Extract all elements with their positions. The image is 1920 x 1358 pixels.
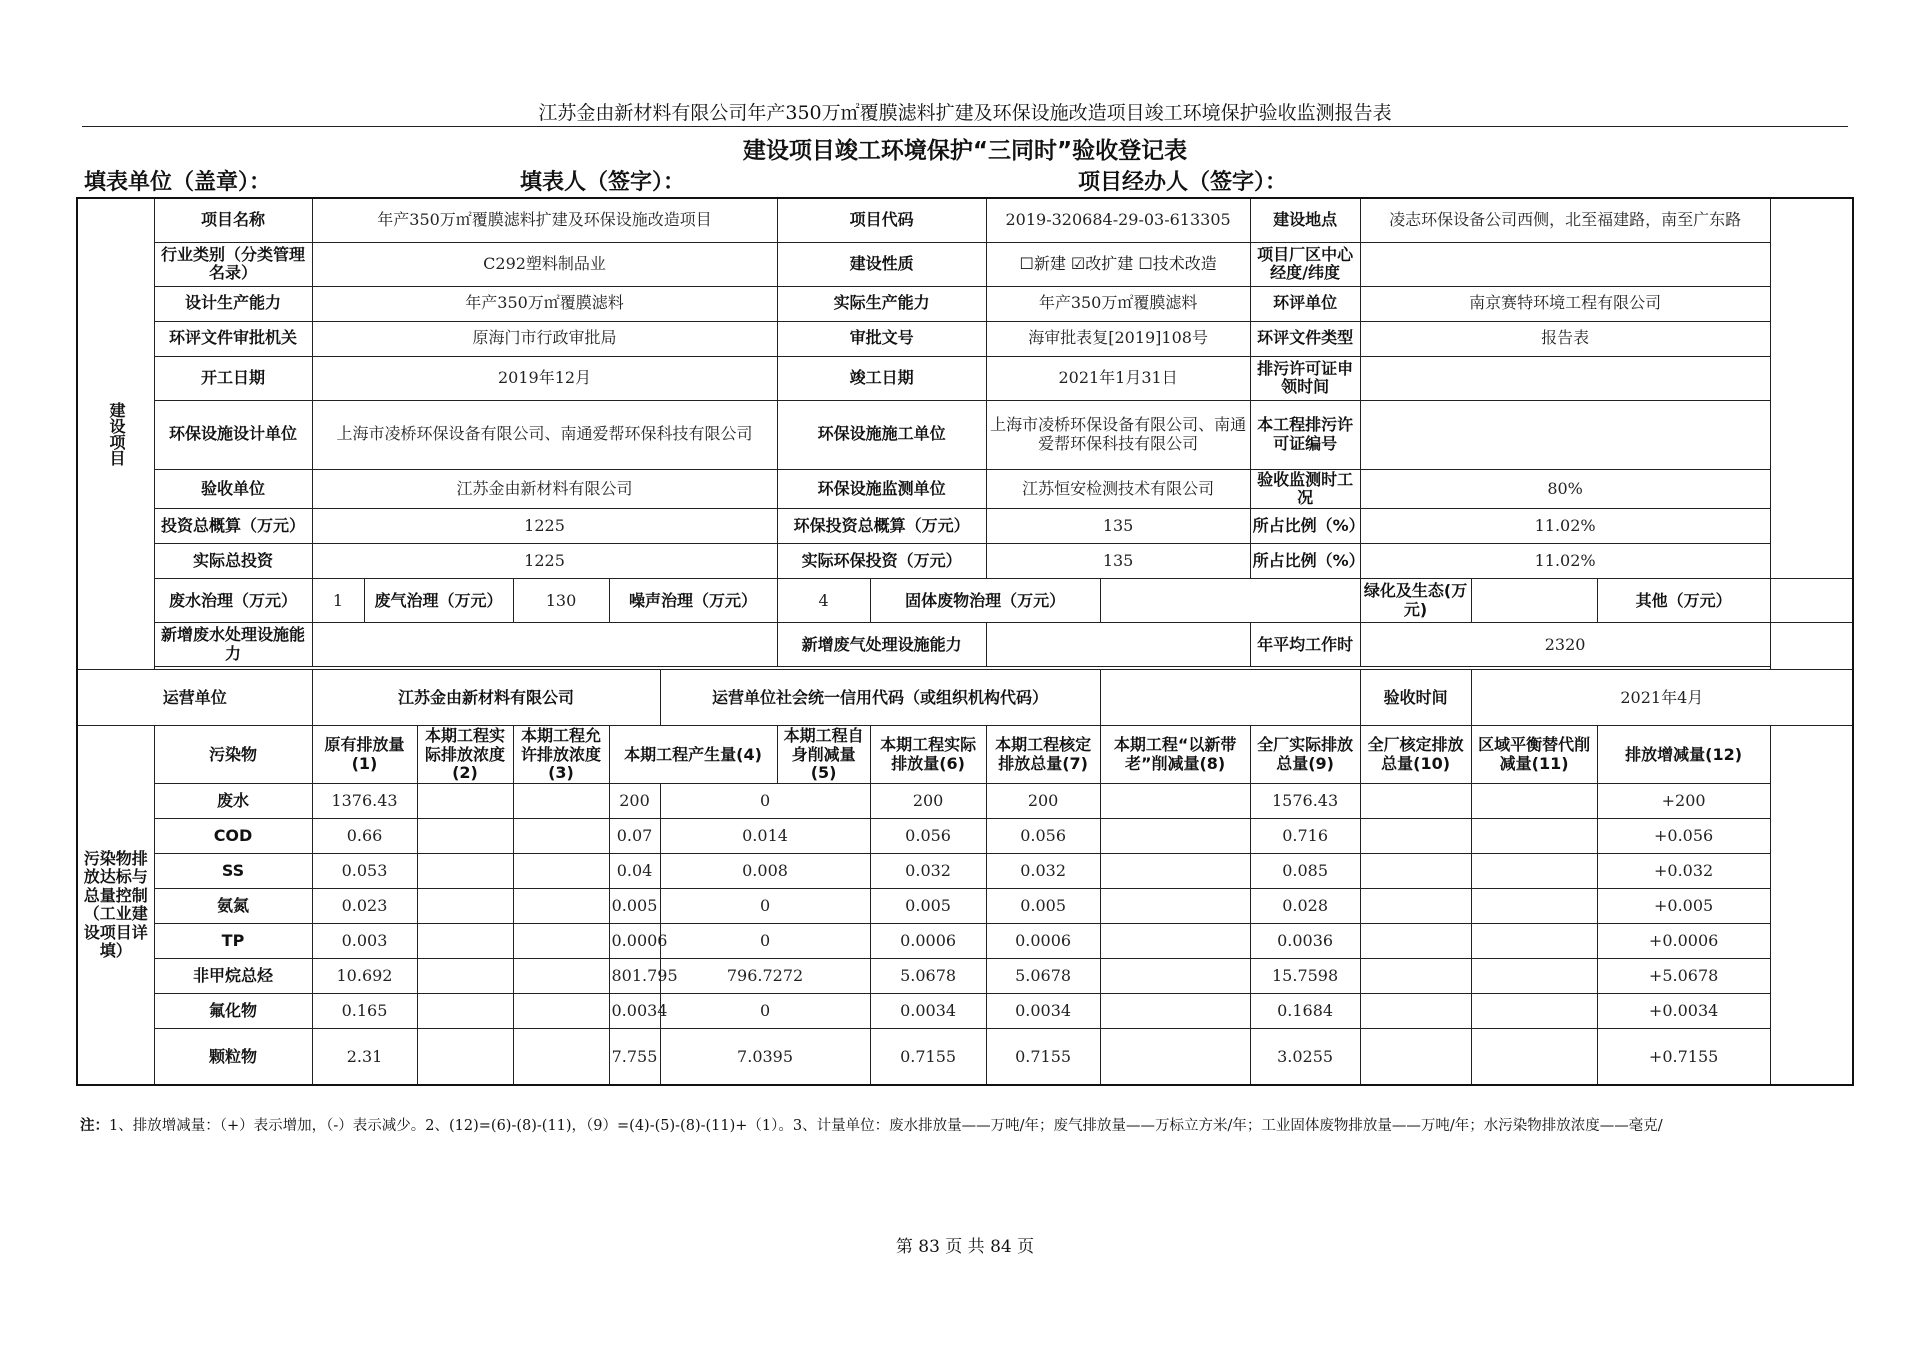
- design-unit-label: 环保设施设计单位: [154, 400, 312, 469]
- env-invest-est-label: 环保投资总概算（万元）: [777, 509, 986, 544]
- permit-no-value: [1360, 400, 1770, 469]
- row-operation: [77, 670, 1853, 726]
- pollutant-value-cell: +0.056: [1597, 819, 1770, 854]
- pollutant-value-cell: 0.003: [312, 924, 417, 959]
- wastewater-cost-value: 1: [312, 579, 364, 623]
- pollutant-row: [77, 924, 1853, 959]
- pollutant-value-cell: [513, 1029, 609, 1085]
- pollutant-value-cell: 0.085: [1250, 854, 1360, 889]
- row-invest-estimate: [77, 509, 1853, 544]
- pollutant-value-cell: 0: [660, 994, 870, 1029]
- pollutant-value-cell: [417, 784, 513, 819]
- pollutant-header-11: 区域平衡替代削减量(11): [1471, 726, 1597, 784]
- pollutant-name-cell: COD: [154, 819, 312, 854]
- monitor-cond-label: 验收监测时工况: [1250, 469, 1360, 509]
- pollutant-name-cell: 废水: [154, 784, 312, 819]
- form-title: 建设项目竣工环境保护“三同时”验收登记表: [742, 138, 1188, 164]
- pollutant-value-cell: +0.0006: [1597, 924, 1770, 959]
- pollutant-value-cell: 0.032: [870, 854, 986, 889]
- pollutant-value-cell: [1360, 854, 1471, 889]
- pollutant-value-cell: [417, 819, 513, 854]
- pollutant-value-cell: 0.7155: [870, 1029, 986, 1085]
- row-new-capacity: [77, 623, 1853, 667]
- solid-cost-value: [1100, 579, 1360, 623]
- pollutant-header-4: 本期工程产生量(4): [609, 726, 777, 784]
- pollutant-value-cell: [1100, 924, 1250, 959]
- pollutant-value-cell: 0.005: [870, 889, 986, 924]
- wastewater-cost-label: 废水治理（万元）: [154, 579, 312, 623]
- project-name-value: 年产350万㎡覆膜滤料扩建及环保设施改造项目: [312, 198, 777, 242]
- pollutant-name-cell: 非甲烷总烃: [154, 959, 312, 994]
- pollutant-value-cell: [1360, 1029, 1471, 1085]
- pollutant-value-cell: 0.0036: [1250, 924, 1360, 959]
- pollutant-value-cell: 0.0006: [609, 924, 660, 959]
- pollutant-value-cell: [1100, 959, 1250, 994]
- permit-time-label: 排污许可证申领时间: [1250, 356, 1360, 400]
- pollutant-value-cell: [417, 924, 513, 959]
- nature-checkboxes: ☐新建 ☑改扩建 ☐技术改造: [986, 242, 1250, 286]
- pollutant-row: [77, 959, 1853, 994]
- accept-unit-value: 江苏金由新材料有限公司: [312, 469, 777, 509]
- pollutant-value-cell: +0.0034: [1597, 994, 1770, 1029]
- pollutant-value-cell: [1360, 994, 1471, 1029]
- pollutant-header-name: 污染物: [154, 726, 312, 784]
- pollutant-value-cell: +0.032: [1597, 854, 1770, 889]
- pollutant-value-cell: 0.0034: [870, 994, 986, 1029]
- pollutant-value-cell: [513, 994, 609, 1029]
- green-cost-value: [1471, 579, 1597, 623]
- pollutant-value-cell: 0.04: [609, 854, 660, 889]
- pollutant-value-cell: 0.7155: [986, 1029, 1100, 1085]
- new-gas-cap-value: [986, 623, 1250, 667]
- design-unit-value: 上海市凌桥环保设备有限公司、南通爱帮环保科技有限公司: [312, 400, 777, 469]
- ratio-value-2: 11.02%: [1360, 544, 1770, 579]
- accept-time-value: 2021年4月: [1471, 670, 1853, 726]
- ratio-label-2: 所占比例（%）: [1250, 544, 1360, 579]
- pollutant-value-cell: 15.7598: [1250, 959, 1360, 994]
- pollutant-value-cell: [1360, 819, 1471, 854]
- gas-cost-value: 130: [513, 579, 609, 623]
- pollutant-name-cell: SS: [154, 854, 312, 889]
- pollutant-value-cell: 10.692: [312, 959, 417, 994]
- monitor-unit-label: 环保设施监测单位: [777, 469, 986, 509]
- ratio-label-1: 所占比例（%）: [1250, 509, 1360, 544]
- accept-unit-label: 验收单位: [154, 469, 312, 509]
- eia-type-label: 环评文件类型: [1250, 321, 1360, 356]
- eia-type-value: 报告表: [1360, 321, 1770, 356]
- pollutant-header-2: 本期工程实际排放浓度(2): [417, 726, 513, 784]
- location-value: 凌志环保设备公司西侧，北至福建路，南至广东路: [1360, 198, 1770, 242]
- accept-time-label: 验收时间: [1360, 670, 1471, 726]
- pollutant-value-cell: 0.165: [312, 994, 417, 1029]
- ratio-value-1: 11.02%: [1360, 509, 1770, 544]
- pollutant-value-cell: 0.0034: [986, 994, 1100, 1029]
- operation-unit-label: 运营单位: [77, 670, 312, 726]
- operation-unit-value: 江苏金由新材料有限公司: [312, 670, 660, 726]
- new-water-cap-value: [312, 623, 777, 667]
- page-number: 第 83 页 共 84 页: [895, 1237, 1035, 1257]
- registration-table: [76, 197, 1854, 1086]
- eia-unit-label: 环评单位: [1250, 286, 1360, 321]
- pollutant-value-cell: 0: [660, 924, 870, 959]
- construct-unit-label: 环保设施施工单位: [777, 400, 986, 469]
- pollutant-header-12: 排放增减量(12): [1597, 726, 1770, 784]
- pollutant-value-cell: 200: [609, 784, 660, 819]
- nature-label: 建设性质: [777, 242, 986, 286]
- approval-no-value: 海审批表复[2019]108号: [986, 321, 1250, 356]
- pollutant-row: [77, 784, 1853, 819]
- pollutant-value-cell: 0.056: [870, 819, 986, 854]
- pollutant-value-cell: [1471, 1029, 1597, 1085]
- pollutant-header-6: 本期工程实际排放量(6): [870, 726, 986, 784]
- gas-cost-label: 废气治理（万元）: [364, 579, 513, 623]
- pollutant-value-cell: 0.056: [986, 819, 1100, 854]
- pollutant-value-cell: [1100, 889, 1250, 924]
- project-manager-label: 项目经办人（签字）：: [1078, 170, 1288, 195]
- pollutant-header-row: [77, 726, 1853, 784]
- pollutant-value-cell: [513, 959, 609, 994]
- row-cost-breakdown: [77, 579, 1853, 623]
- pollutant-value-cell: [1100, 994, 1250, 1029]
- pollutant-value-cell: 3.0255: [1250, 1029, 1360, 1085]
- pollutant-value-cell: 0.023: [312, 889, 417, 924]
- pollutant-value-cell: 0.0034: [609, 994, 660, 1029]
- pollutant-value-cell: 0.716: [1250, 819, 1360, 854]
- pollutant-value-cell: [1100, 854, 1250, 889]
- fill-unit-label: 填表单位（盖章）：: [84, 170, 272, 195]
- permit-no-label: 本工程排污许可证编号: [1250, 400, 1360, 469]
- pollutant-value-cell: [513, 784, 609, 819]
- credit-code-value: [1100, 670, 1360, 726]
- finish-date-value: 2021年1月31日: [986, 356, 1250, 400]
- pollutant-value-cell: 0.07: [609, 819, 660, 854]
- other-cost-label: 其他（万元）: [1597, 579, 1770, 623]
- pollutant-row: [77, 1029, 1853, 1085]
- pollutant-value-cell: +0.005: [1597, 889, 1770, 924]
- row-industry: [77, 242, 1853, 286]
- credit-code-label: 运营单位社会统一信用代码（或组织机构代码）: [660, 670, 1100, 726]
- row-accept-unit: [77, 469, 1853, 509]
- pollutant-value-cell: [1471, 959, 1597, 994]
- pollutant-header-8: 本期工程“以新带老”削减量(8): [1100, 726, 1250, 784]
- green-cost-label: 绿化及生态(万元): [1360, 579, 1471, 623]
- pollutant-value-cell: [417, 959, 513, 994]
- pollutant-value-cell: 0: [660, 889, 870, 924]
- approval-no-label: 审批文号: [777, 321, 986, 356]
- pollutant-header-3: 本期工程允许排放浓度(3): [513, 726, 609, 784]
- pollutant-value-cell: 0.028: [1250, 889, 1360, 924]
- industry-label: 行业类别（分类管理名录）: [154, 242, 312, 286]
- center-coord-label: 项目厂区中心经度/纬度: [1250, 242, 1360, 286]
- solid-cost-label: 固体废物治理（万元）: [870, 579, 1100, 623]
- pollutant-value-cell: [1471, 889, 1597, 924]
- pollutant-value-cell: 5.0678: [986, 959, 1100, 994]
- project-name-label: 项目名称: [154, 198, 312, 242]
- pollutant-header-7: 本期工程核定排放总量(7): [986, 726, 1100, 784]
- invest-est-label: 投资总概算（万元）: [154, 509, 312, 544]
- pollutant-name-cell: 氨氮: [154, 889, 312, 924]
- pollutant-value-cell: 5.0678: [870, 959, 986, 994]
- monitor-unit-value: 江苏恒安检测技术有限公司: [986, 469, 1250, 509]
- noise-cost-value: 4: [777, 579, 870, 623]
- eia-unit-value: 南京赛特环境工程有限公司: [1360, 286, 1770, 321]
- work-hours-value: 2320: [1360, 623, 1770, 667]
- new-gas-cap-label: 新增废气处理设施能力: [777, 623, 986, 667]
- pollutant-value-cell: [417, 854, 513, 889]
- pollutant-header-9: 全厂实际排放总量(9): [1250, 726, 1360, 784]
- footnote-label: 注：: [80, 1118, 109, 1134]
- pollutant-value-cell: 1376.43: [312, 784, 417, 819]
- footnote-text: 1、排放增减量：（+）表示增加，（-）表示减少。2、(12)=(6)-(8)-(11)，（9）=(4)-(5)-(8)-(11)+（1）。3、计量单位：废水排放量——万吨/年；废气排放量——万标立方米/年；工业固体废物排放量——万吨/年；水污染物排放浓度——毫克/: [109, 1118, 1663, 1134]
- invest-actual-label: 实际总投资: [154, 544, 312, 579]
- design-capacity-label: 设计生产能力: [154, 286, 312, 321]
- pollutant-value-cell: [1471, 819, 1597, 854]
- pollutant-name-cell: 颗粒物: [154, 1029, 312, 1085]
- pollutant-row: [77, 994, 1853, 1029]
- pollutant-value-cell: 0.0006: [986, 924, 1100, 959]
- actual-capacity-value: 年产350万㎡覆膜滤料: [986, 286, 1250, 321]
- location-label: 建设地点: [1250, 198, 1360, 242]
- new-water-cap-label: 新增废水处理设施能力: [154, 623, 312, 667]
- invest-est-value: 1225: [312, 509, 777, 544]
- pollutant-name-cell: TP: [154, 924, 312, 959]
- pollutant-value-cell: [417, 1029, 513, 1085]
- actual-capacity-label: 实际生产能力: [777, 286, 986, 321]
- pollutant-value-cell: 0.014: [660, 819, 870, 854]
- noise-cost-label: 噪声治理（万元）: [609, 579, 777, 623]
- center-coord-value: [1360, 242, 1770, 286]
- pollutant-category-label: 污染物排放达标与总量控制（工业建设项目详填）: [77, 726, 154, 1085]
- pollutant-header-1: 原有排放量(1): [312, 726, 417, 784]
- env-invest-actual-value: 135: [986, 544, 1250, 579]
- pollutant-value-cell: [1360, 889, 1471, 924]
- pollutant-value-cell: [513, 819, 609, 854]
- pollutant-value-cell: 0.008: [660, 854, 870, 889]
- pollutant-value-cell: [1360, 959, 1471, 994]
- pollutant-value-cell: [1471, 784, 1597, 819]
- env-invest-est-value: 135: [986, 509, 1250, 544]
- start-date-label: 开工日期: [154, 356, 312, 400]
- pollutant-value-cell: +5.0678: [1597, 959, 1770, 994]
- env-invest-actual-label: 实际环保投资（万元）: [777, 544, 986, 579]
- design-capacity-value: 年产350万㎡覆膜滤料: [312, 286, 777, 321]
- footnote: [80, 1114, 1860, 1135]
- work-hours-label: 年平均工作时: [1250, 623, 1360, 667]
- pollutant-value-cell: 1576.43: [1250, 784, 1360, 819]
- pollutant-value-cell: [1100, 784, 1250, 819]
- pollutant-value-cell: [513, 854, 609, 889]
- other-cost-value: [1770, 579, 1853, 623]
- row-approval: [77, 321, 1853, 356]
- pollutant-value-cell: +0.7155: [1597, 1029, 1770, 1085]
- pollutant-value-cell: [417, 994, 513, 1029]
- pollutant-value-cell: 0.005: [986, 889, 1100, 924]
- pollutant-value-cell: [1100, 819, 1250, 854]
- row-project-name: [77, 198, 1853, 242]
- project-code-label: 项目代码: [777, 198, 986, 242]
- finish-date-label: 竣工日期: [777, 356, 986, 400]
- pollutant-value-cell: +200: [1597, 784, 1770, 819]
- pollutant-header-10: 全厂核定排放总量(10): [1360, 726, 1471, 784]
- row-invest-actual: [77, 544, 1853, 579]
- pollutant-value-cell: 200: [986, 784, 1100, 819]
- pollutant-value-cell: 0.1684: [1250, 994, 1360, 1029]
- row-capacity: [77, 286, 1853, 321]
- pollutant-value-cell: [513, 889, 609, 924]
- pollutant-value-cell: 801.795: [609, 959, 660, 994]
- pollutant-value-cell: [1471, 854, 1597, 889]
- report-header-title: 江苏金由新材料有限公司年产350万㎡覆膜滤料扩建及环保设施改造项目竣工环境保护验收监测报告表: [538, 102, 1392, 124]
- monitor-cond-value: 80%: [1360, 469, 1770, 509]
- industry-value: C292塑料制品业: [312, 242, 777, 286]
- pollutant-value-cell: 2.31: [312, 1029, 417, 1085]
- pollutant-row: [77, 854, 1853, 889]
- pollutant-value-cell: 7.0395: [660, 1029, 870, 1085]
- pollutant-value-cell: 0.032: [986, 854, 1100, 889]
- pollutant-value-cell: [1471, 994, 1597, 1029]
- pollutant-value-cell: [1100, 1029, 1250, 1085]
- row-facility-units: [77, 400, 1853, 469]
- pollutant-value-cell: [417, 889, 513, 924]
- pollutant-value-cell: [1360, 784, 1471, 819]
- invest-actual-value: 1225: [312, 544, 777, 579]
- pollutant-value-cell: 0.66: [312, 819, 417, 854]
- pollutant-value-cell: 200: [870, 784, 986, 819]
- pollutant-value-cell: 0: [660, 784, 870, 819]
- pollutant-value-cell: 0.005: [609, 889, 660, 924]
- permit-time-value: [1360, 356, 1770, 400]
- header-divider: [82, 126, 1848, 127]
- pollutant-header-5: 本期工程自身削减量(5): [777, 726, 870, 784]
- construct-unit-value: 上海市凌桥环保设备有限公司、南通爱帮环保科技有限公司: [986, 400, 1250, 469]
- section-build-project: 建设项目: [77, 198, 154, 670]
- pollutant-value-cell: 796.7272: [660, 959, 870, 994]
- pollutant-value-cell: [513, 924, 609, 959]
- pollutant-value-cell: 0.0006: [870, 924, 986, 959]
- pollutant-name-cell: 氟化物: [154, 994, 312, 1029]
- pollutant-value-cell: [1471, 924, 1597, 959]
- row-dates: [77, 356, 1853, 400]
- pollutant-row: [77, 889, 1853, 924]
- pollutant-row: [77, 819, 1853, 854]
- start-date-value: 2019年12月: [312, 356, 777, 400]
- approval-org-value: 原海门市行政审批局: [312, 321, 777, 356]
- approval-org-label: 环评文件审批机关: [154, 321, 312, 356]
- pollutant-value-cell: [1360, 924, 1471, 959]
- pollutant-value-cell: 7.755: [609, 1029, 660, 1085]
- project-code-value: 2019-320684-29-03-613305: [986, 198, 1250, 242]
- pollutant-value-cell: 0.053: [312, 854, 417, 889]
- filler-label: 填表人（签字）：: [520, 170, 686, 195]
